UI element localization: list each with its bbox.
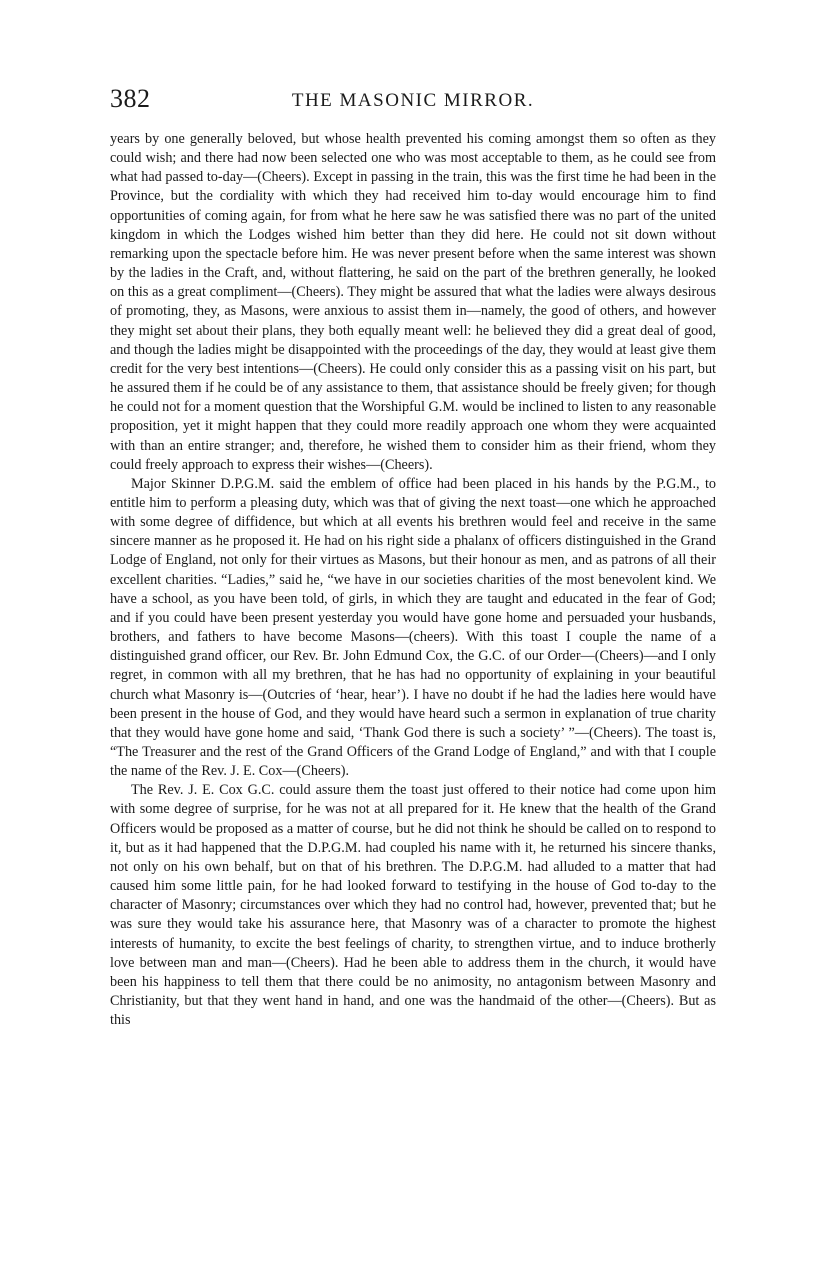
article-body	[110, 130, 716, 1030]
page	[110, 84, 716, 1030]
paragraph-major-skinner-toast: Major Skinner D.P.G.M. said the emblem of office had been placed in his hands by the P.G.M., to entitle him to perform a pleasing duty, which was that of giving the next toast—one which he approached with some degree of diffidence, but which at all events his brethren would feel and receive in the same sincere manner as he proposed it. He had on his right side a phalanx of officers distinguished in the Grand Lodge of England, not only for their virtues as Masons, but their honour as men, and as patrons of all their excellent charities. “Ladies,” said he, “we have in our societies charities of the most benevolent kind. We have a school, as you have been told, of girls, in which they are taught and educated in the fear of God; and if you could have been present yesterday you would have gone home and persuaded your husbands, brothers, and fathers to have become Masons—(cheers). With this toast I couple the name of a distinguished grand officer, our Rev. Br. John Edmund Cox, the G.C. of our Order—(Cheers)—and I only regret, in common with all my brethren, that he has had no opportunity of explaining in your beautiful church what Masonry is—(Outcries of ‘hear, hear’). I have no doubt if he had the ladies here would have been present in the house of God, and they would have heard such a sermon in explanation of true charity that they would have gone home and said, ‘Thank God there is such a society’ ”—(Cheers). The toast is, “The Treasurer and the rest of the Grand Officers of the Grand Lodge of England,” and with that I couple the name of the Rev. J. E. Cox—(Cheers).	[110, 475, 716, 780]
paragraph-continued: years by one generally beloved, but whose health prevented his coming amongst them so often as they could wish; and there had now been selected one who was most acceptable to them, as he could see from what had passed to-day—(Cheers). Except in passing in the train, this was the first time he had been in the Province, but the cordiality with which they had received him to-day would encourage him to find opportunities of coming again, for from what he here saw he was satisfied there was no part of the united kingdom in which the Lodges wished him better than they did here. He could not sit down without remarking upon the spectacle before him. He was never present before when the same interest was shown by the ladies in the Craft, and, without flattering, he said on the part of the brethren generally, he looked on this as a great compliment—(Cheers). They might be assured that what the ladies were always desirous of promoting, they, as Masons, were anxious to assist them in—namely, the good of others, and however they might set about their plans, they both equally meant well: he believed they did a great deal of good, and though the ladies might be disappointed with the proceedings of the day, they would at least give them credit for the very best intentions—(Cheers). He could only consider this as a passing visit on his part, but he assured them if he could be of any assistance to them, that assistance should be freely given; for though he could not for a moment question that the Worshipful G.M. would be inclined to listen to any reasonable proposition, yet it might happen that they could more readily approach one whom they were acquainted with than an entire stranger; and, therefore, he wished them to consider him as their friend, whom they could freely approach to express their wishes—(Cheers).	[110, 131, 716, 473]
paragraph-rev-cox-reply: The Rev. J. E. Cox G.C. could assure them the toast just offered to their notice had come upon him with some degree of surprise, for he was not at all prepared for it. He knew that the health of the Grand Officers would be proposed as a matter of course, but he did not think he should be called on to respond to it, but as it had happened that the D.P.G.M. had coupled his name with it, he returned his sincere thanks, not only on his own behalf, but on that of his brethren. The D.P.G.M. had alluded to a matter that had caused him some little pain, for he had looked forward to testifying in the house of God to-day to the character of Masonry; circumstances over which they had no control had, however, prevented that; but he was sure they would take his assurance here, that Masonry was of a character to promote the highest interests of humanity, to excite the best feelings of charity, to strengthen virtue, and to induce brotherly love between man and man—(Cheers). Had he been able to address them in the church, it would have been his happiness to tell them that there could be no animosity, no antagonism between Masonry and Christianity, but that they went hand in hand, and one was the handmaid of the other—(Cheers). But as this	[110, 782, 716, 1029]
page-number: 382	[110, 84, 151, 113]
running-head	[110, 84, 716, 118]
journal-title: THE MASONIC MIRROR.	[291, 90, 535, 111]
